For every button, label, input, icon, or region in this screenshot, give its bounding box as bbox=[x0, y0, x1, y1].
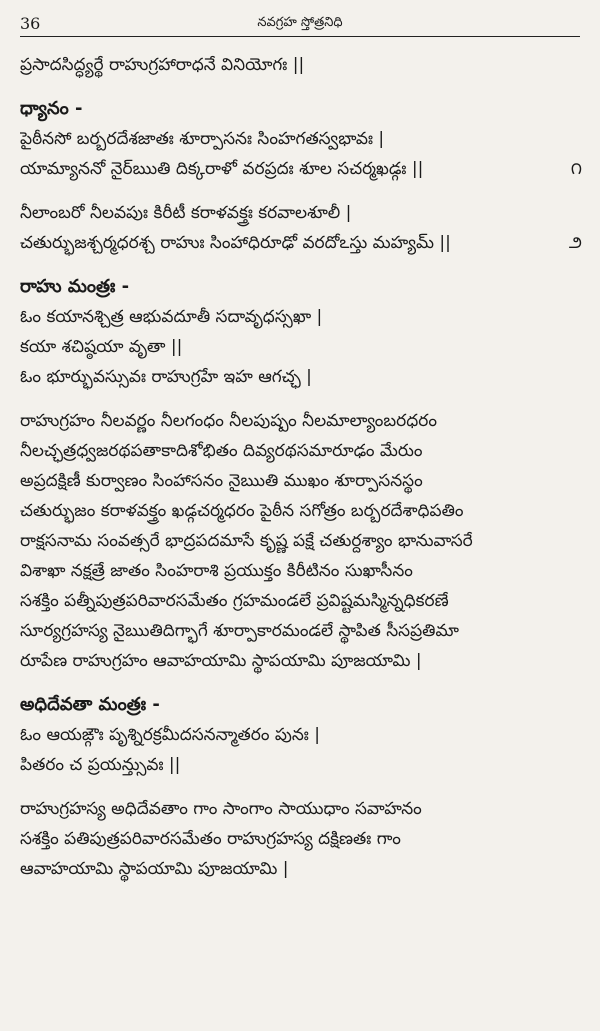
paragraph-line: రాహుగ్రహస్య అధిదేవతాం గాం సాంగాం సాయుధాం సవాహనం bbox=[20, 799, 422, 819]
page-number: 36 bbox=[20, 14, 41, 33]
paragraph-line: రూపేణ రాహుగ్రహం ఆవాహయామి స్థాపయామి పూజయామి | bbox=[20, 651, 422, 671]
paragraph-line: రాహుగ్రహం నీలవర్ణం నీలగంధం నీలపుష్పం నీలమాల్యాంబరధరం bbox=[20, 411, 437, 431]
mantra-line: పితరం చ ప్రయన్త్సువః || bbox=[20, 755, 181, 775]
paragraph-line: సశక్తిం పతిపుత్రపరివారసమేతం రాహుగ్రహస్య దక్షిణతః గాం bbox=[20, 829, 401, 849]
running-title: నవగ్రహ స్తోత్రనిధి bbox=[257, 15, 343, 30]
page-body bbox=[20, 50, 582, 884]
text-line: ప్రసాదసిద్ధ్యర్థే రాహుగ్రహారాధనే వినియోగః || bbox=[20, 55, 305, 75]
verse-text: చతుర్భుజశ్చర్మధరశ్చ రాహుః సింహాధిరూఢో వరదోఽస్తు మహ్యమ్ || bbox=[20, 233, 451, 253]
paragraph-line: సశక్తిం పత్నీపుత్రపరివారసమేతం గ్రహమండలే ప్రవిష్టమస్మిన్నధికరణే bbox=[20, 591, 449, 611]
paragraph-line: చతుర్భుజం కరాళవక్త్రం ఖడ్గచర్మధరం పైఠీన సగోత్రం బర్బరదేశాధిపతిం bbox=[20, 501, 464, 521]
paragraph-line: ఆవాహయామి స్థాపయామి పూజయామి | bbox=[20, 859, 289, 879]
mantra-line: ఓం ఆయఙ్గౌః పృశ్నిరక్రమీదసనన్మాతరం పునః | bbox=[20, 725, 320, 745]
mantra-line: ఓం భూర్భువస్సువః రాహుగ్రహే ఇహ ఆగచ్ఛ | bbox=[20, 367, 312, 387]
verse-text: యామ్యాననో నైర్ఋతి దిక్కరాళో వరప్రదః శూల సచర్మఖడ్గః || bbox=[20, 159, 424, 179]
paragraph-line: విశాఖా నక్షత్రే జాతం సింహరాశి ప్రయుక్తం కిరీటినం సుఖాసీనం bbox=[20, 561, 413, 581]
page-header bbox=[20, 12, 580, 37]
verse-number: ౧ bbox=[570, 159, 582, 179]
verse-line bbox=[20, 228, 582, 258]
paragraph-line: అప్రదక్షిణీ కుర్వాణం సింహాసనం నైఋతి ముఖం శూర్పాసనస్థం bbox=[20, 471, 423, 491]
verse-number: ౨ bbox=[568, 233, 582, 253]
verse-line bbox=[20, 154, 582, 184]
paragraph-line: రాక్షసనామ సంవత్సరే భాద్రపదమాసే కృష్ణ పక్షే చతుర్దశ్యాం భానువాసరే bbox=[20, 531, 473, 551]
paragraph-line: సూర్యగ్రహస్య నైఋతిదిగ్భాగే శూర్పాకారమండలే స్థాపిత సీసప్రతిమా bbox=[20, 621, 459, 641]
mantra-line: కయా శచిష్ఠయా వృతా || bbox=[20, 337, 183, 357]
verse-line: నీలాంబరో నీలవపుః కిరీటీ కరాళవక్త్రః కరవాలశూలీ | bbox=[20, 203, 352, 223]
paragraph-line: నీలచ్ఛత్రధ్వజరథపతాకాదిశోభితం దివ్యరథసమారూఢం మేరుం bbox=[20, 441, 423, 461]
section-heading-dhyanam: ధ్యానం - bbox=[20, 98, 83, 119]
section-heading-rahu-mantra: రాహు మంత్రః - bbox=[20, 276, 130, 297]
section-heading-adhidevata-mantra: అధిదేవతా మంత్రః - bbox=[20, 694, 160, 715]
verse-line: పైఠీనసో బర్బరదేశజాతః శూర్పాసనః సింహగతస్వభావః | bbox=[20, 129, 385, 149]
mantra-line: ఓం కయానశ్చిత్ర ఆభువదూతీ సదావృధస్సఖా | bbox=[20, 307, 323, 327]
